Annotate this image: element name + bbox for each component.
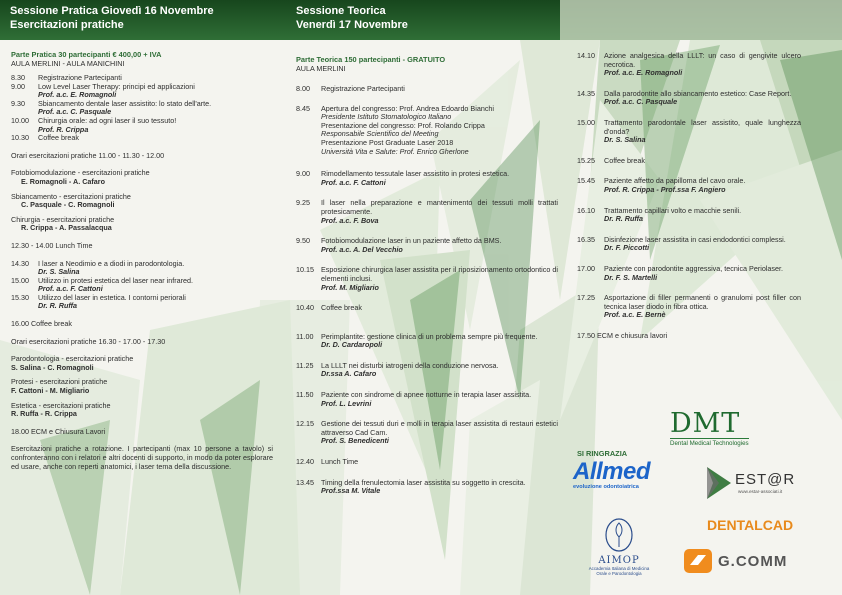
- item-speaker: Dr. F. S. Martelli: [604, 272, 658, 282]
- dentalcad-logo-text: DENTALCAD: [707, 517, 794, 533]
- item-speaker: Prof. a.c. F. Cattoni: [321, 177, 386, 187]
- theory-part-title: Parte Teorica 150 partecipanti - GRATUITO: [296, 55, 446, 64]
- item-speaker: Prof. a.c. C. Pasquale: [38, 107, 112, 117]
- item-time: 10.15: [296, 265, 314, 275]
- aimop-logo-subtitle: Accademia Italiana di Medicina Orale e Parodontologia: [588, 566, 650, 576]
- item-time: 14.30: [11, 258, 29, 268]
- practical-group: [11, 378, 283, 395]
- item-time: 8.45: [296, 103, 310, 113]
- practical-schedule-1: Orari esercitazioni pratiche 11.00 - 11.30 - 12.00: [11, 150, 165, 160]
- opening-line: Presentazione Post Graduate Laser 2018: [321, 137, 454, 147]
- program-item: [296, 333, 558, 350]
- group-title: Estetica - esercitazioni pratiche: [11, 400, 111, 410]
- allmed-logo: [573, 460, 683, 496]
- item-time: 11.50: [296, 390, 314, 400]
- rotation-description: Esercitazioni pratiche a rotazione. I partecipanti (max 10 persone a tavolo) si confronteranno con i relatori e altri docenti di supporto, in modo da poter esplorare ed usare, anche con reperti anatomici, i laser tema della discussione.: [11, 444, 273, 471]
- program-item: [577, 265, 801, 282]
- practical-group: [11, 402, 283, 419]
- item-time: 13.45: [296, 477, 314, 487]
- opening-item: [296, 105, 558, 157]
- practical-rooms: AULA MERLINI - AULA MANICHINI: [11, 59, 125, 68]
- header-left: [0, 0, 286, 38]
- program-item: [11, 83, 283, 100]
- gcomm-logo-text: G.COMM: [718, 553, 788, 570]
- item-title: Trattamento parodontale laser assistito, quale lunghezza d'onda?: [604, 117, 801, 136]
- aimop-emblem-icon: [604, 517, 634, 553]
- item-speaker: Prof. R. Crippa: [38, 124, 89, 134]
- item-time: 16.10: [577, 205, 595, 215]
- item-time: 8.30: [11, 73, 25, 82]
- item-speaker: Prof. S. Benedicenti: [321, 436, 389, 446]
- item-title: Trattamento capillari volto e macchie senili.: [604, 205, 742, 215]
- item-speaker: Prof. a.c. C. Pasquale: [604, 97, 678, 107]
- item-speaker: Prof.ssa M. Vitale: [321, 486, 381, 496]
- group-title: Protesi - esercitazioni pratiche: [11, 377, 108, 387]
- item-time: 14.10: [577, 51, 595, 60]
- program-item: [296, 85, 558, 94]
- item-speaker: Prof. a.c. F. Cattoni: [38, 284, 103, 294]
- item-speaker: Dr. S. Salina: [38, 267, 80, 277]
- practical-group: [11, 169, 283, 186]
- item-time: 15.00: [577, 117, 595, 127]
- theory-session-title: Sessione Teorica: [296, 5, 386, 17]
- item-title: Asportazione di filler permanenti o granulomi post filler con tecnica laser diodo in fibra ottica.: [604, 293, 801, 311]
- item-title: Low Level Laser Therapy: principi ed applicazioni: [38, 81, 195, 91]
- opening-line: Presentazione del congresso: Prof. Rolando Crippa: [321, 120, 485, 130]
- program-item: [296, 420, 558, 446]
- program-item: [296, 458, 558, 467]
- item-speaker: Prof. a.c. F. Bova: [321, 215, 379, 225]
- item-title: Gestione dei tessuti duri e molli in terapia laser assistita di restauri estetici attraverso Cad Cam.: [321, 419, 558, 437]
- group-tutors: R. Ruffa - R. Crippa: [11, 409, 77, 419]
- program-item: [577, 157, 801, 166]
- estar-logo: [705, 465, 800, 505]
- opening-line: Presidente Istituto Stomatologico Italiano: [321, 112, 452, 122]
- practical-group: [11, 355, 283, 372]
- estar-logo-subtitle: www.estar-associati.it: [738, 489, 783, 494]
- item-title: Paziente affetto da papilloma del cavo orale.: [604, 176, 746, 186]
- allmed-logo-text: Allmed: [573, 458, 651, 485]
- program-item: [577, 119, 801, 145]
- item-time: 8.00: [296, 84, 310, 93]
- item-title: Paziente con sindrome di apnee notturne in terapia laser assistita.: [321, 390, 532, 400]
- dmt-logo-text: DMT: [670, 408, 741, 439]
- header-middle: [286, 0, 566, 38]
- item-time: 9.00: [296, 169, 310, 179]
- program-item: [296, 362, 558, 379]
- practical-part-title: Parte Pratica 30 partecipanti € 400,00 + IVA: [11, 50, 162, 59]
- thanks-heading: SI RINGRAZIA: [577, 449, 628, 458]
- group-title: Chirurgia - esercitazioni pratiche: [11, 214, 115, 224]
- practical-program-column: [11, 50, 283, 471]
- item-title: Timing della frenulectomia laser assistita su soggetto in crescita.: [321, 477, 526, 487]
- estar-logo-text: EST@R: [735, 471, 796, 488]
- afternoon-program-column: [577, 52, 801, 340]
- item-speaker: Dr. S. Salina: [604, 135, 646, 145]
- item-time: 9.30: [11, 98, 25, 108]
- program-item: [11, 294, 283, 311]
- item-speaker: Prof. a.c. E. Romagnoli: [604, 68, 683, 78]
- dentalcad-logo: [707, 517, 799, 539]
- item-title: Disinfezione laser assistita in casi endodontici complessi.: [604, 234, 786, 244]
- program-item: [296, 479, 558, 496]
- group-tutors: E. Romagnoli - A. Cafaro: [21, 176, 105, 186]
- item-title: Azione analgesica della LLLT: un caso di gengivite ulcero necrotica.: [604, 51, 801, 69]
- item-title: Coffee break: [604, 155, 646, 165]
- program-item: [577, 177, 801, 194]
- theory-room: AULA MERLINI: [296, 64, 346, 73]
- dmt-logo-subtitle: Dental Medical Technologies: [670, 440, 749, 447]
- group-title: Sbiancamento - esercitazioni pratiche: [11, 191, 131, 201]
- group-title: Parodontologia - esercitazioni pratiche: [11, 354, 134, 364]
- group-tutors: C. Pasquale - C. Romagnoli: [21, 200, 115, 210]
- group-tutors: S. Salina - C. Romagnoli: [11, 362, 94, 372]
- practical-group: [11, 216, 283, 233]
- item-title: Coffee break: [38, 133, 80, 143]
- item-title: Dalla parodontite allo sbiancamento estetico: Case Report.: [604, 88, 792, 98]
- program-item: [577, 52, 801, 78]
- theory-session-date: Venerdì 17 Novembre: [296, 19, 408, 31]
- coffee-break: 16.00 Coffee break: [11, 319, 73, 329]
- allmed-logo-subtitle: evoluzione odontoiatrica: [573, 484, 639, 490]
- item-title: La LLLT nei disturbi iatrogeni della conduzione nervosa.: [321, 360, 499, 370]
- ecm-closing: 17.50 ECM e chiusura lavori: [577, 330, 668, 340]
- item-title: Esposizione chirurgica laser assistita per il riposizionamento ortodontico di elementi inclusi.: [321, 265, 558, 283]
- program-item: [11, 100, 283, 117]
- item-time: 9.25: [296, 198, 310, 208]
- estar-arrow-icon: [705, 465, 733, 501]
- lunch-break: 12.30 - 14.00 Lunch Time: [11, 240, 93, 250]
- item-time: 17.25: [577, 293, 595, 303]
- item-speaker: Dr. R. Ruffa: [604, 214, 644, 224]
- item-time: 10.40: [296, 303, 314, 313]
- dmt-logo: [670, 410, 800, 454]
- ecm-closing: 18.00 ECM e Chiusura Lavori: [11, 426, 106, 436]
- item-time: 15.00: [11, 275, 29, 285]
- item-time: 15.45: [577, 176, 595, 186]
- program-item: [11, 117, 283, 134]
- item-title: Perimplantite: gestione clinica di un problema sempre più frequente.: [321, 331, 538, 341]
- program-item: [296, 304, 558, 313]
- program-item: [577, 90, 801, 107]
- program-item: [577, 294, 801, 320]
- item-speaker: Dr. F. Piccotti: [604, 243, 650, 253]
- item-title: Sbiancamento dentale laser assistito: lo stato dell'arte.: [38, 98, 212, 108]
- item-time: 9.50: [296, 236, 310, 246]
- practical-schedule-2: Orari esercitazioni pratiche 16.30 - 17.00 - 17.30: [11, 336, 166, 346]
- program-item: [577, 236, 801, 253]
- opening-line: Responsabile Scientifico del Meeting: [321, 129, 439, 139]
- item-time: 11.25: [296, 360, 314, 370]
- item-time: 10.30: [11, 133, 29, 143]
- item-time: 10.00: [11, 115, 29, 125]
- item-time: 12.40: [296, 457, 314, 467]
- aimop-logo: [583, 517, 655, 587]
- item-speaker: Dr. D. Cardaropoli: [321, 340, 383, 350]
- program-item: [577, 207, 801, 224]
- item-title: Utilizzo del laser in estetica. I contorni periorali: [38, 292, 186, 302]
- item-title: Rimodellamento tessutale laser assistito in protesi estetica.: [321, 169, 510, 179]
- opening-line: Apertura del congresso: Prof. Andrea Edoardo Bianchi: [321, 103, 495, 113]
- item-time: 11.00: [296, 331, 314, 341]
- item-speaker: Prof. a.c. E. Bernè: [604, 310, 666, 320]
- program-item: [11, 277, 283, 294]
- item-title: Registrazione Partecipanti: [38, 73, 122, 82]
- group-tutors: F. Cattoni - M. Migliario: [11, 386, 90, 396]
- gcomm-emblem-icon: [684, 549, 712, 573]
- item-title: Paziente con parodontite aggressiva, tecnica Periolaser.: [604, 263, 783, 273]
- item-speaker: Dr. R. Ruffa: [38, 301, 78, 311]
- program-item: [11, 134, 283, 143]
- program-item: [296, 266, 558, 292]
- item-title: Coffee break: [321, 303, 363, 313]
- theory-program-column: [296, 55, 558, 496]
- item-speaker: Prof. a.c. E. Romagnoli: [38, 90, 117, 100]
- program-item: [296, 199, 558, 225]
- item-time: 17.00: [577, 263, 595, 273]
- item-title: Fotobiomodulazione laser in un paziente affetto da BMS.: [321, 236, 502, 246]
- group-title: Fotobiomodulazione - esercitazioni pratiche: [11, 168, 150, 178]
- item-speaker: Prof. R. Crippa - Prof.ssa F. Angiero: [604, 184, 726, 194]
- program-item: [11, 260, 283, 277]
- group-tutors: R. Crippa - A. Passalacqua: [21, 223, 112, 233]
- practical-group: [11, 193, 283, 210]
- item-speaker: Prof. L. Levrini: [321, 398, 372, 408]
- practical-session-title: Sessione Pratica Giovedì 16 Novembre: [10, 5, 214, 17]
- program-item: [296, 170, 558, 187]
- practical-session-subtitle: Esercitazioni pratiche: [10, 19, 124, 31]
- item-time: 15.30: [11, 292, 29, 302]
- item-title: Chirurgia orale: ad ogni laser il suo tessuto!: [38, 115, 177, 125]
- aimop-logo-text: AIMOP: [598, 555, 640, 566]
- item-title: Lunch Time: [321, 457, 359, 467]
- item-title: Registrazione Partecipanti: [321, 84, 405, 93]
- item-speaker: Prof. M. Migliario: [321, 282, 379, 292]
- item-title: Utilizzo in protesi estetica del laser near infrared.: [38, 275, 194, 285]
- item-speaker: Prof. a.c. A. Del Vecchio: [321, 244, 403, 254]
- opening-line: Università Vita e Salute: Prof. Enrico Gherlone: [321, 146, 469, 156]
- item-speaker: Dr.ssa A. Cafaro: [321, 369, 377, 379]
- item-time: 9.00: [11, 81, 25, 91]
- item-title: I laser a Neodimio e a diodi in parodontologia.: [38, 258, 185, 268]
- item-time: 12.15: [296, 419, 314, 429]
- program-item: [296, 237, 558, 254]
- item-time: 16.35: [577, 234, 595, 244]
- item-title: Il laser nella preparazione e mantenimento dei tessuti molli trattati protesicamente.: [321, 198, 558, 216]
- item-time: 14.35: [577, 88, 595, 98]
- item-time: 15.25: [577, 155, 595, 165]
- program-item: [296, 391, 558, 408]
- gcomm-logo: [684, 549, 799, 575]
